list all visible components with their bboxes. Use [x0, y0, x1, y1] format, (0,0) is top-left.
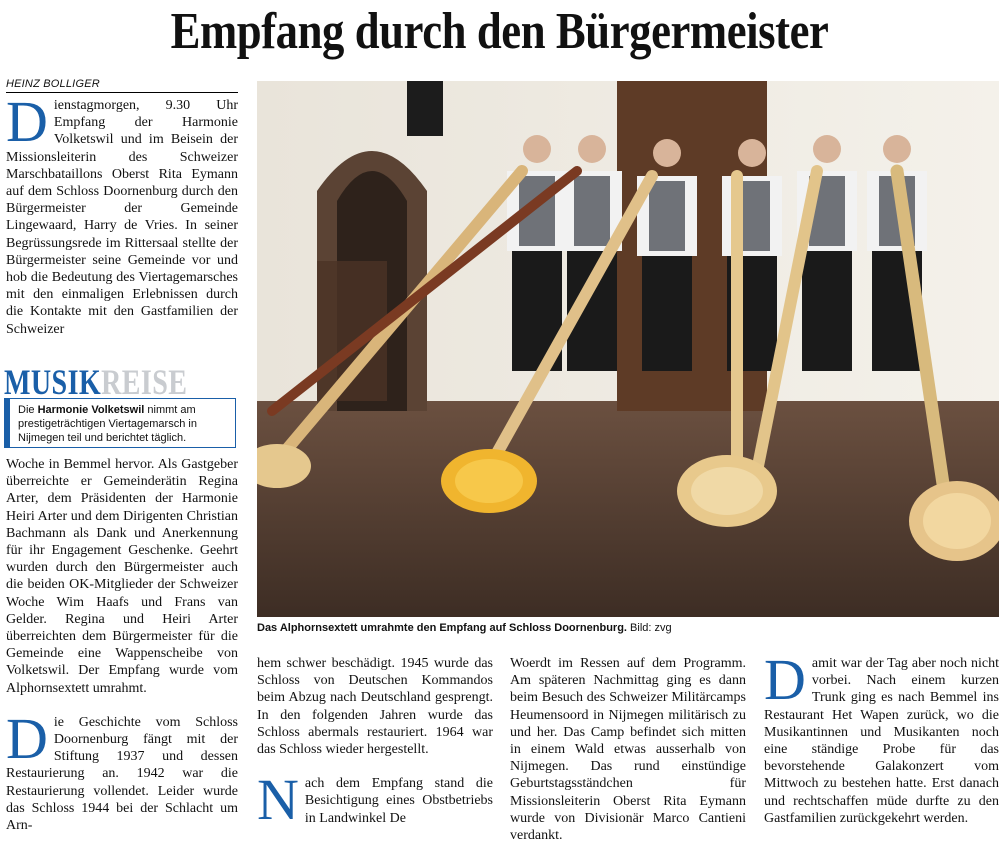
paragraph-intro: ienstagmorgen, 9.30 Uhr Empfang der Harmonie Volketswil und im Beisein der Missionsleiterin des Schweizer Marschbataillons Oberst Rita Eymann auf dem Schloss Doornenburg durch den Bürgermeister der Gemeinde Lingewaard, Harry de Vries. In seiner Begrüssungsrede im Rittersaal stellte der Bürgermeister seine Gemeinde vor und hob die Bedeutung des Viertagemarsches mit den einmaligen Erlebnissen durch die Kontakte mit den Gastfamilien der Schweizer	[6, 98, 238, 337]
paragraph-evening: amit war der Tag aber noch nicht vorbei. Nach einem kurzen Trunk ging es nach Bemmel ins Restaurant Het Wapen zurück, wo die Musikantinnen und Musikanten noch eine ständige Probe für das bevorstehende Galakonzert vom Mittwoch zu bestehen hatte. Erst danach und rechtschaffen müde durfte zu den Gastfamilien zurückgekehrt werden.	[764, 656, 999, 826]
drop-cap: N	[257, 767, 299, 833]
headline: Empfang durch den Bürgermeister	[170, 3, 829, 60]
series-info-box: Die Harmonie Volketswil nimmt am prestigeträchtigen Viertagemarsch in Nijmegen teil und berichtet täglich.	[4, 398, 236, 448]
paragraph-reception: Woche in Bemmel hervor. Als Gastgeber überreichte er Gemeinderätin Regina Arter, dem Präsidenten der Harmonie Heiri Arter und dem Dirigenten Christian Bachmann als Dank und Anerkennung für ihr Engagement Geschenke. Geehrt wurden durch den Bürgermeister auch die beiden OK-Mitglieder der Schweizer Woche Wim Haafs und Frans van Gelder. Regina und Heiri Arter überreichten dem Bürgermeister für die Gemeinde eine Wappenscheibe von Volketswil. Der Empfang wurde vom Alphornsextett umrahmt.	[6, 457, 238, 696]
article-photo	[257, 81, 999, 617]
photo-caption: Das Alphornsextett umrahmte den Empfang auf Schloss Doornenburg. Bild: zvg	[257, 622, 672, 634]
byline: HEINZ BOLLIGER	[6, 78, 238, 93]
paragraph-history: ie Geschichte vom Schloss Doornenburg fängt mit der Stiftung 1937 und dessen Restaurierung an. 1942 war die Restaurierung vollendet. Leider wurde das Schloss 1944 bei der Schlacht um Arn-	[6, 714, 238, 834]
series-label: MUSIKREISE	[4, 362, 188, 402]
paragraph-history-cont: hem schwer beschädigt. 1945 wurde das Schloss von Deutschen Kommandos beim Abzug nach Deutschland gesprengt. In den folgenden Jahren wurde das Schloss abermals restauriert. 1964 war das Schloss wieder hergestellt.	[257, 656, 493, 758]
column-2	[257, 655, 493, 833]
drop-cap: D	[764, 647, 806, 712]
column-4	[764, 647, 999, 827]
drop-cap: D	[6, 89, 48, 154]
drop-cap: D	[6, 705, 48, 771]
column-1-top	[6, 89, 238, 338]
column-3	[510, 655, 746, 844]
paragraph-camp: Woerdt im Ressen auf dem Programm. Am späteren Nachmittag ging es dann beim Besuch des Schweizer Militärcamps Heumensoord in Nijmegen militärisch zu und her. Das Camp befindet sich mitten in einem Wald etwas ausserhalb von Nijmegen. Das rund einstündige Geburtstagsständchen für Missionsleiterin Oberst Rita Eymann wurde von Divisionär Marco Cantieni verdankt.	[510, 656, 746, 844]
column-1-bottom	[6, 456, 238, 834]
paragraph-visit: ach dem Empfang stand die Besichtigung eines Obstbetriebs in Landwinkel De	[304, 776, 493, 826]
